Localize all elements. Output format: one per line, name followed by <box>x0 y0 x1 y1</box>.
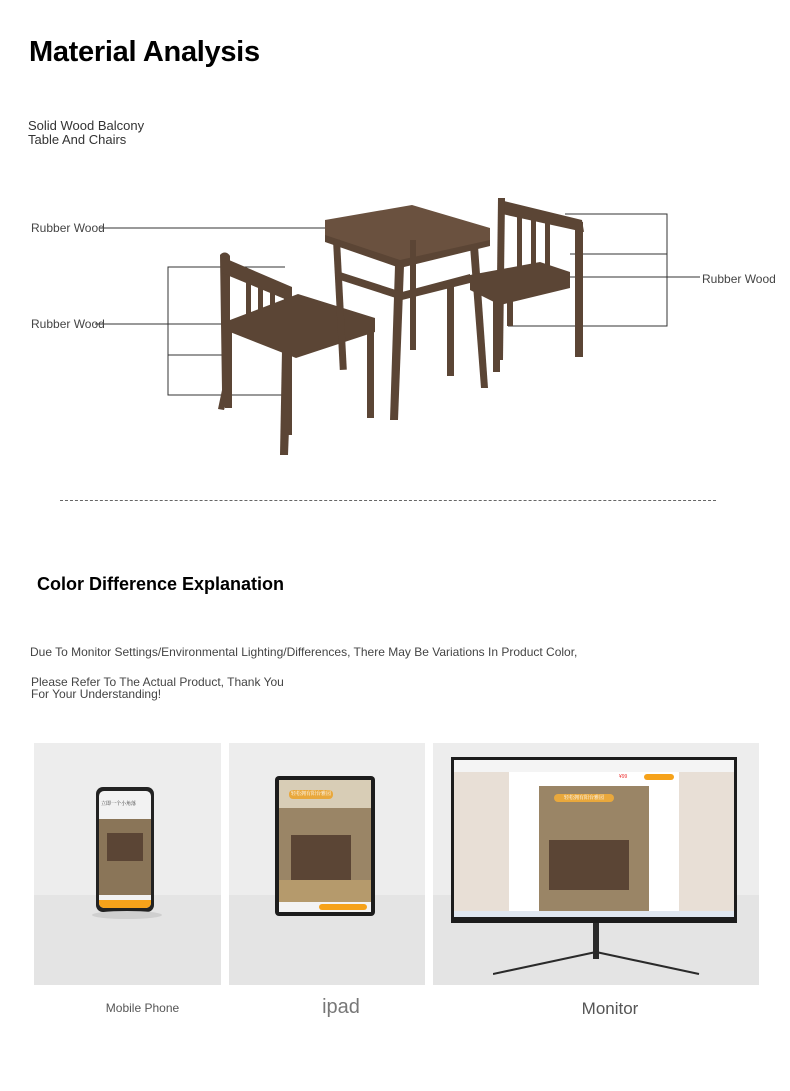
ipad-panel <box>229 743 425 985</box>
ipad-banner: 轻松拥有阳台雅园 <box>290 791 331 797</box>
phone-panel <box>34 743 221 985</box>
page-title: Material Analysis <box>29 36 260 68</box>
ipad-screen-furniture <box>291 835 351 880</box>
phone-device <box>96 787 154 912</box>
phone-screen-text: 立即一个小角落 <box>101 801 137 807</box>
callout-label-right-chair: Rubber Wood <box>702 272 776 286</box>
caption-ipad: ipad <box>322 996 360 1018</box>
monitor-screen <box>454 760 734 917</box>
product-name-line2: Table And Chairs <box>28 132 127 147</box>
monitor-price: ¥99 <box>619 774 628 780</box>
section-divider <box>60 500 716 501</box>
explanation-line1: Due To Monitor Settings/Environmental Lighting/Differences, There May Be Variations In Product Color, <box>30 645 578 659</box>
furniture-illustration <box>0 180 790 480</box>
phone-screen-furniture <box>107 833 143 861</box>
monitor-device <box>451 757 737 923</box>
caption-mobile-phone: Mobile Phone <box>105 1001 180 1015</box>
explanation-line3: For Your Understanding! <box>31 687 162 701</box>
phone-screen-bar <box>99 900 151 908</box>
product-name <box>28 119 144 147</box>
monitor-screen-furniture <box>549 840 629 890</box>
callout-label-left-chair: Rubber Wood <box>31 317 105 331</box>
monitor-stand <box>493 948 703 978</box>
product-name-line1: Solid Wood Balcony <box>28 118 145 133</box>
phone-screen <box>99 791 151 908</box>
callout-label-table: Rubber Wood <box>31 221 105 235</box>
monitor-panel <box>433 743 759 985</box>
ipad-screen <box>279 780 371 912</box>
caption-monitor: Monitor <box>581 999 639 1018</box>
explanation-line2: Please Refer To The Actual Product, Thank You <box>31 675 284 689</box>
section-title-color: Color Difference Explanation <box>37 574 285 594</box>
monitor-banner: 轻松拥有阳台雅园 <box>554 794 614 802</box>
ipad-device <box>275 776 375 916</box>
